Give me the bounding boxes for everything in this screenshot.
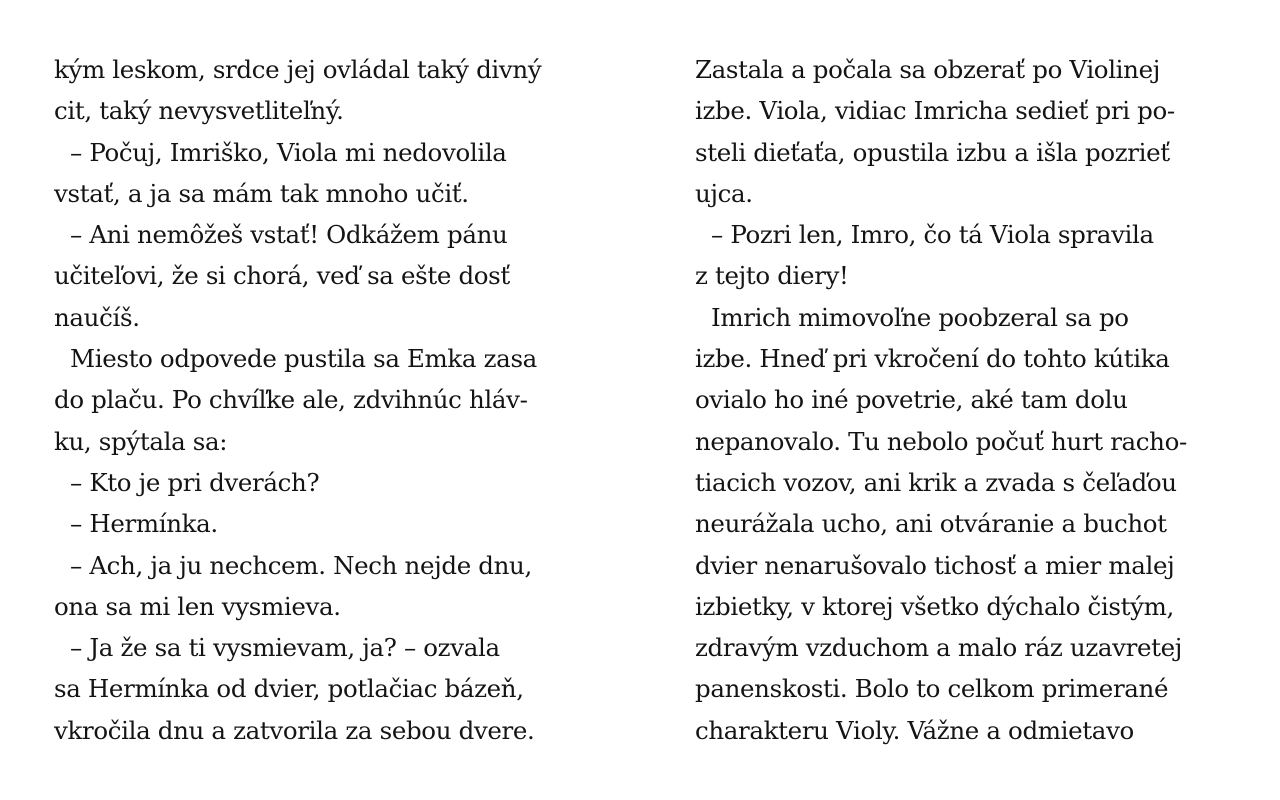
text-line: tiacich vozov, ani krik a zvada s čeľaďou bbox=[695, 467, 1177, 497]
text-line: izbe. Hneď pri vkročení do tohto kútika bbox=[695, 344, 1170, 374]
text-line: steli dieťaťa, opustila izbu a išla pozrieť bbox=[695, 137, 1170, 167]
text-line: dvier nenarušovalo tichosť a mier malej bbox=[695, 550, 1175, 580]
text-line: – Kto je pri dverách? bbox=[70, 467, 320, 497]
text-line: Zastala a počala sa obzerať po Violinej bbox=[695, 55, 1160, 84]
text-line: vstať, a ja sa mám tak mnoho učiť. bbox=[54, 178, 469, 208]
text-line: charakteru Violy. Vážne a odmietavo bbox=[695, 715, 1134, 745]
text-line: neurážala ucho, ani otváranie a buchot bbox=[695, 509, 1167, 539]
text-line: ovialo ho iné povetrie, aké tam dolu bbox=[695, 385, 1128, 415]
text-line: ku, spýtala sa: bbox=[54, 426, 228, 456]
text-line: izbe. Viola, vidiac Imricha sedieť pri po- bbox=[695, 96, 1175, 126]
text-line: cit, taký nevysvetliteľný. bbox=[54, 96, 344, 126]
text-line: Miesto odpovede pustila sa Emka zasa bbox=[70, 344, 537, 374]
text-line: – Ach, ja ju nechcem. Nech nejde dnu, bbox=[70, 550, 532, 580]
text-line: kým leskom, srdce jej ovládal taký divný bbox=[54, 55, 542, 84]
text-line: Imrich mimovoľne poobzeral sa po bbox=[711, 302, 1129, 332]
text-line: – Pozri len, Imro, čo tá Viola spravila bbox=[711, 220, 1154, 250]
text-line: izbietky, v ktorej všetko dýchalo čistým, bbox=[695, 591, 1174, 621]
text-line: naučíš. bbox=[54, 302, 140, 332]
text-line: zdravým vzduchom a malo ráz uzavretej bbox=[695, 633, 1183, 663]
text-line: – Počuj, Imriško, Viola mi nedovolila bbox=[70, 137, 507, 167]
text-line: do plaču. Po chvíľke ale, zdvihnúc hláv- bbox=[54, 385, 528, 415]
text-line: nepanovalo. Tu nebolo počuť hurt racho- bbox=[695, 426, 1187, 456]
text-line: – Ja že sa ti vysmievam, ja? – ozvala bbox=[70, 633, 500, 663]
text-line: – Ani nemôžeš vstať! Odkážem pánu bbox=[70, 220, 508, 250]
text-line: z tejto diery! bbox=[695, 261, 849, 291]
text-line: sa Hermínka od dvier, potlačiac bázeň, bbox=[54, 674, 524, 704]
right-page[interactable] bbox=[695, 49, 1255, 751]
text-line: učiteľovi, že si chorá, veď sa ešte dosť bbox=[54, 261, 510, 291]
text-line: – Hermínka. bbox=[70, 509, 218, 539]
text-line: panenskosti. Bolo to celkom primerané bbox=[695, 674, 1169, 704]
text-line: ujca. bbox=[695, 178, 753, 208]
text-line: vkročila dnu a zatvorila za sebou dvere. bbox=[54, 715, 535, 745]
text-line: ona sa mi len vysmieva. bbox=[54, 591, 341, 621]
left-page[interactable] bbox=[54, 49, 614, 751]
